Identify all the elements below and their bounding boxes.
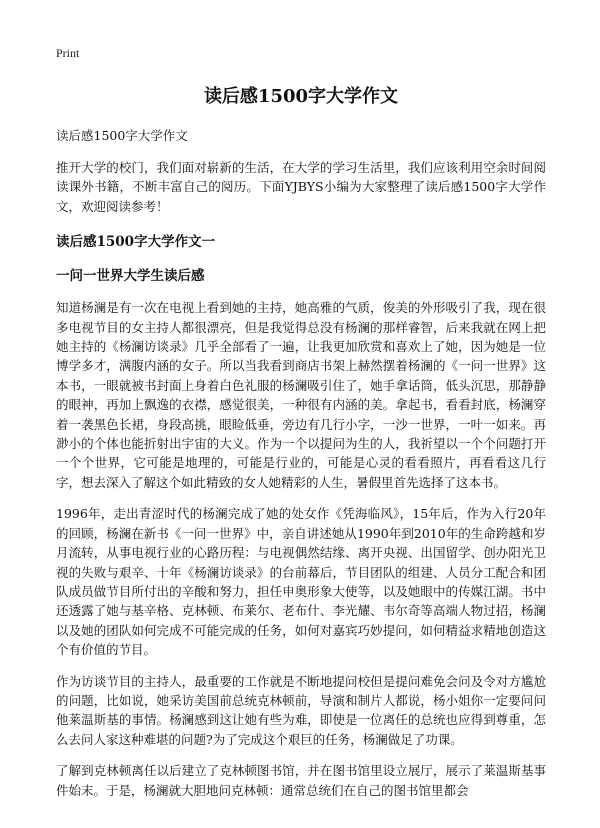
document-body	[56, 74, 546, 812]
body-paragraph: 作为访谈节目的主持人，最重要的工作就是不断地提问校但是提问难免会问及令对方尴尬的问题，比如说，她采访美国前总统克林顿前，导演和制片人都说，杨小姐你一定要问问他莱温斯基的事情。杨澜感到这让她有些为难，即使是一位离任的总统也应得到尊重，怎么去问人家这种难堪的问题?为了完成这个艰巨的任务，杨澜做足了功课。	[56, 673, 546, 747]
document-subtitle: 读后感1500字大学作文	[56, 128, 188, 143]
essay-heading: 一问一世界大学生读后感	[56, 268, 205, 285]
document-title: 读后感1500字大学作文	[203, 86, 399, 107]
body-paragraph: 1996年，走出青涩时代的杨澜完成了她的处女作《凭海临风》，15年后，作为入行20年的回顾，杨澜在新书《一问一世界》中，亲自讲述她从1990年到2010年的生命跨越和岁月流转，从事电视行业的心路历程：与电视偶然结缘、离开央视、出国留学、创办阳光卫视的失败与艰辛、十年《杨澜访谈录》的台前幕后，节目团队的组建、人员分工配合和团队成员做节目所付出的辛酸和努力，担任申奥形象大使等，以及她眼中的传媒江湖。书中还透露了她与基辛格、克林顿、布莱尔、老布什、李光耀、韦尔奇等高端人物过招，杨澜以及她的团队如何完成不可能完成的任务，如何对嘉宾巧妙提问，如何精益求精地创造这个有价值的节目。	[56, 506, 546, 658]
body-paragraph: 知道杨澜是有一次在电视上看到她的主持，她高雅的气质，俊美的外形吸引了我，现在很多电视节目的女主持人都很漂亮，但是我觉得总没有杨澜的那样睿智，后来我就在网上把她主持的《杨澜访谈录》几乎全部看了一遍，让我更加欣赏和喜欢上了她，因为她是一位博学多才，满腹内涵的女子。所以当我看到商店书架上赫然摆着杨澜的《一问一世界》这本书，一眼就被书封面上身着白色礼服的杨澜吸引住了，她手拿话筒，低头沉思，那静静的眼神，再加上飘逸的衣襟，感觉很美，一种很有内涵的美。拿起书，看看封底，杨澜穿着一袭黑色长裙，身段高挑，眼睑低垂，旁边有几行小字，一沙一世界，一叶一如来。再渺小的个体也能折射出宇宙的大义。作为一个以提问为生的人，我祈望以一个个问题打开一个个世界，它可能是地理的，可能是行业的，可能是心灵的看看照片，再看看这几行字，想去深入了解这个如此精致的女人她精彩的人生，暑假里首先选择了这本书。	[56, 300, 546, 490]
body-paragraph: 了解到克林顿离任以后建立了克林顿图书馆，并在图书馆里设立展厅，展示了莱温斯基事件始末。于是，杨澜就大胆地问克林顿：通常总统们在自己的图书馆里都会	[56, 763, 546, 798]
intro-paragraph: 推开大学的校门，我们面对崭新的生活，在大学的学习生活里，我们应该利用空余时间阅读课外书籍，不断丰富自己的阅历。下面YJBYS小编为大家整理了读后感1500字大学作文，欢迎阅读参考！	[56, 160, 546, 214]
section-heading: 读后感1500字大学作文一	[56, 234, 216, 251]
print-link[interactable]: Print	[56, 46, 80, 60]
